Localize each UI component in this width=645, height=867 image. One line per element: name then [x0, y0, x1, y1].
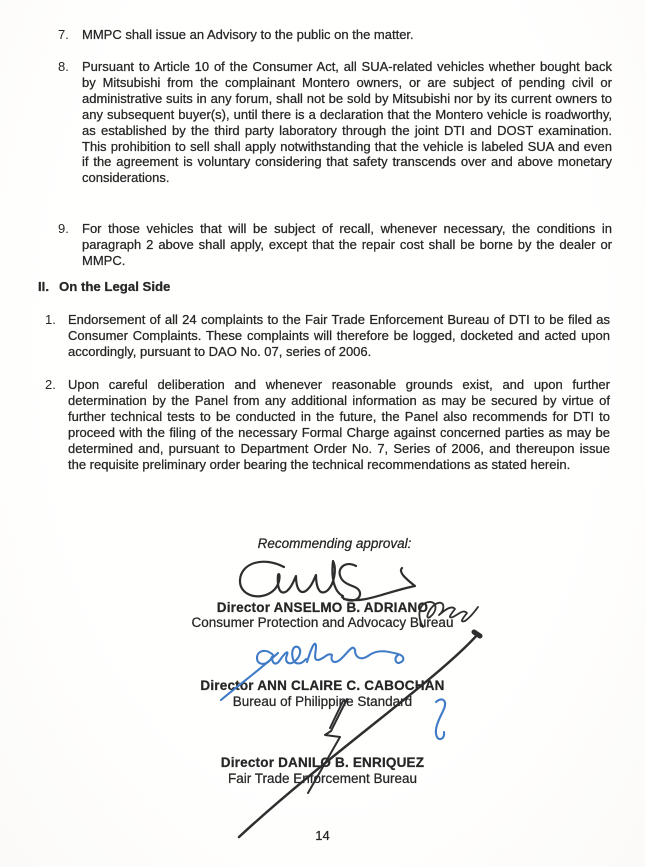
item-number-9: 9. — [58, 221, 69, 236]
paragraph-9-text: For those vehicles that will be subject of recall, whenever necessary, the conditions in paragraph 2 above shall apply, except that the repair cost shall be borne by the dealer or MMPC. — [82, 221, 612, 268]
signature-enriquez-line — [239, 634, 478, 837]
item-number-2: 2. — [45, 377, 56, 392]
item-number-7: 7. — [58, 27, 69, 42]
signature-cabochan — [257, 644, 403, 664]
signature-adriano — [240, 561, 343, 596]
signature-enriquez-line-tip — [474, 632, 480, 636]
legal-paragraph-2-text: Upon careful deliberation and whenever reasonable grounds exist, and upon further determination by the Panel from any additional information as may be secured by virtue of further technical tests to be conducted in the future, the Panel also recommends for DTI to proceed with the filing of the necessary Formal Charge against concerned parties as may be determined and, pursuant to Department Order No. 7, Series of 2006, and thereupon issue the requisite preliminary order bearing the technical recommendations as stated herein. — [68, 377, 610, 472]
section-heading-legal-side — [38, 279, 170, 294]
signatory-name-enriquez: Director DANILO B. ENRIQUEZ — [220, 755, 425, 770]
signatory-office-cabochan: Bureau of Philippine Standard — [232, 694, 413, 709]
legal-paragraph-1-text: Endorsement of all 24 complaints to the Fair Trade Enforcement Bureau of DTI to be filed as Consumer Complaints. These complaints will therefore be logged, docketed and acted upon accordingly, pursuant to DAO No. 07, series of 2006. — [68, 312, 610, 359]
recommending-approval-label: Recommending approval: — [257, 536, 412, 551]
signatory-name-adriano: Director ANSELMO B. ADRIANO — [216, 600, 429, 615]
page-number: 14 — [315, 828, 330, 843]
paragraph-7-text: MMPC shall issue an Advisory to the public on the matter. — [82, 27, 414, 42]
signatory-office-enriquez: Fair Trade Enforcement Bureau — [227, 771, 418, 786]
signatory-name-cabochan: Director ANN CLAIRE C. CABOCHAN — [200, 678, 445, 693]
paragraph-8-text: Pursuant to Article 10 of the Consumer Act, all SUA-related vehicles whether bought back by Mitsubishi from the complainant Montero owners, or are subject of pending civil or administrative suits in any forum, shall not be sold by Mitsubishi nor by its current owners to any subsequent buyer(s), until there is a declaration that the Montero vehicle is roadworthy, as established by the third party laboratory through the joint DTI and DOST examination. This prohibition to sell shall apply notwithstanding that the vehicle is labeled SUA and even if the agreement is voluntary considering that safety transcends over and above monetary considerations. — [82, 59, 612, 186]
item-number-8: 8. — [58, 59, 69, 74]
section-number: II. — [38, 279, 49, 294]
item-number-1: 1. — [45, 312, 56, 327]
section-title: On the Legal Side — [59, 279, 171, 294]
signatory-office-adriano: Consumer Protection and Advocacy Bureau — [191, 615, 454, 630]
signature-adriano-flourish — [340, 564, 415, 600]
